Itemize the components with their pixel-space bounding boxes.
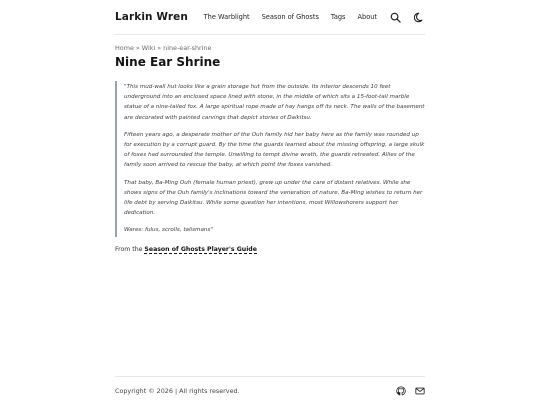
moon-icon[interactable]: [413, 11, 425, 23]
nav-item-the-warblight[interactable]: The Warblight: [203, 13, 250, 21]
github-icon[interactable]: [395, 385, 406, 396]
nav-item-season-of-ghosts[interactable]: Season of Ghosts: [261, 13, 319, 21]
site-title[interactable]: Larkin Wren: [115, 11, 188, 23]
quote-paragraph: Wares: fulus, scrolls, talismans": [124, 227, 213, 234]
site-header: [115, 0, 425, 35]
source-prefix: From the: [115, 245, 143, 253]
footer-icons: [387, 385, 425, 396]
shrine-quote: [115, 81, 425, 237]
quote-paragraph: Fifteen years ago, a desperate mother of the Ouh family hid her baby here as the family was rounded up for execution by a corrupt guard. By the time the guards learned about the missing offspring, a large skulk of foxes had surrounded the temple. Unwilling to tempt divine wrath, the guards retreated. Allies of the family soon arrived to rescue the baby, at which point the foxes vanished.: [124, 131, 425, 169]
breadcrumb-current: nine-ear-shrine: [163, 44, 212, 52]
main-content: [115, 44, 425, 253]
nav-item-tags[interactable]: Tags: [330, 13, 346, 21]
search-icon[interactable]: [389, 11, 401, 23]
breadcrumb-home[interactable]: Home: [115, 44, 134, 52]
nav-item-about[interactable]: About: [357, 13, 377, 21]
source-link[interactable]: Season of Ghosts Player's Guide: [144, 245, 257, 253]
breadcrumb-separator: »: [157, 44, 162, 52]
copyright-text: Copyright © 2026 | All rights reserved.: [115, 386, 240, 395]
quote-paragraph: That baby, Ba-Ming Ouh (female human priest), grew up under the care of distant relatives. While she shows signs of the Ouh family's inclinations toward the veneration of nature, Ba-Ming wishes to return her life debt by serving Daikitsu. While some question her intentions, most Willowshorers support her dedication.: [124, 179, 423, 217]
breadcrumb-wiki[interactable]: Wiki: [141, 44, 156, 52]
site-footer: [115, 376, 425, 404]
mail-icon[interactable]: [414, 385, 425, 396]
quote-paragraph: "This mud-wall hut looks like a grain storage hut from the outside. Its interior descends 10 feet underground into an enclosed space lined with stone, in the middle of which sits a 15-foot-tall marble statue of a nine-tailed fox. A large spiritual rope made of hay hangs off its neck. The walls of the basement are decorated with painted carvings that depict stories of Daikitsu.: [124, 84, 425, 121]
source-line: [115, 246, 425, 253]
page-title: Nine Ear Shrine: [115, 55, 221, 69]
breadcrumb: [115, 44, 425, 52]
main-nav: [192, 11, 425, 23]
breadcrumb-separator: »: [135, 44, 140, 52]
